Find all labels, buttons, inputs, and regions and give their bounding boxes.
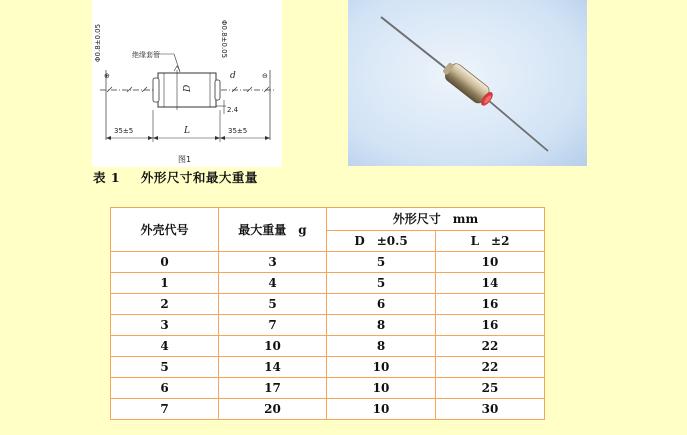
polarity-negative: ⊖ <box>262 72 268 80</box>
cell-max-weight: 3 <box>219 252 327 273</box>
cell-case-code: 4 <box>111 336 219 357</box>
outline-drawing-svg <box>92 0 282 167</box>
table-title: 外形尺寸和最大重量 <box>140 170 258 185</box>
table-row <box>111 315 545 336</box>
capacitor-outline-drawing <box>92 0 282 167</box>
header-case-code: 外壳代号 <box>111 208 219 252</box>
capacitor-photo <box>348 0 587 166</box>
cell-length: 22 <box>436 336 545 357</box>
cell-max-weight: 14 <box>219 357 327 378</box>
table-row <box>111 378 545 399</box>
cell-max-weight: 20 <box>219 399 327 420</box>
cell-diameter: 10 <box>327 378 436 399</box>
cell-diameter: 10 <box>327 357 436 378</box>
table-row <box>111 399 545 420</box>
cell-length: 25 <box>436 378 545 399</box>
cell-case-code: 6 <box>111 378 219 399</box>
cell-max-weight: 7 <box>219 315 327 336</box>
header-dimensions: 外形尺寸 mm <box>327 208 545 231</box>
lead-diameter-left: Φ0.8±0.05 <box>94 23 102 62</box>
cell-length: 30 <box>436 399 545 420</box>
cell-case-code: 1 <box>111 273 219 294</box>
table-row <box>111 357 545 378</box>
cell-case-code: 7 <box>111 399 219 420</box>
dimension-left: 35±5 <box>114 127 134 135</box>
cell-length: 16 <box>436 315 545 336</box>
cell-max-weight: 5 <box>219 294 327 315</box>
cell-max-weight: 4 <box>219 273 327 294</box>
table-row <box>111 294 545 315</box>
dimension-right: 35±5 <box>228 127 248 135</box>
table-caption <box>93 168 258 186</box>
cell-diameter: 5 <box>327 273 436 294</box>
cell-diameter: 6 <box>327 294 436 315</box>
cell-case-code: 2 <box>111 294 219 315</box>
cell-length: 10 <box>436 252 545 273</box>
table-row <box>111 273 545 294</box>
cell-length: 14 <box>436 273 545 294</box>
table-row <box>111 252 545 273</box>
cell-length: 16 <box>436 294 545 315</box>
diameter-lead-label: d <box>230 71 236 81</box>
cell-case-code: 0 <box>111 252 219 273</box>
diameter-body-label: D <box>183 84 193 92</box>
header-length: L ±2 <box>436 231 545 252</box>
cell-diameter: 5 <box>327 252 436 273</box>
small-dimension: 2.4 <box>227 106 239 114</box>
cell-diameter: 8 <box>327 336 436 357</box>
cell-case-code: 5 <box>111 357 219 378</box>
table-row <box>111 336 545 357</box>
capacitor-photo-svg <box>348 0 587 166</box>
header-diameter: D ±0.5 <box>327 231 436 252</box>
cell-diameter: 10 <box>327 399 436 420</box>
cell-max-weight: 10 <box>219 336 327 357</box>
dimension-length: L <box>184 126 190 136</box>
cell-length: 22 <box>436 357 545 378</box>
cell-case-code: 3 <box>111 315 219 336</box>
cell-max-weight: 17 <box>219 378 327 399</box>
sleeve-label: 绝缘套管 <box>132 51 160 59</box>
dimension-weight-table <box>110 207 545 420</box>
cell-diameter: 8 <box>327 315 436 336</box>
lead-diameter-right: Φ0.8±0.05 <box>220 20 228 59</box>
header-max-weight: 最大重量 g <box>219 208 327 252</box>
table-number: 表 1 <box>93 170 121 185</box>
figure-label: 图1 <box>178 155 192 164</box>
polarity-positive: ⊕ <box>104 72 110 80</box>
